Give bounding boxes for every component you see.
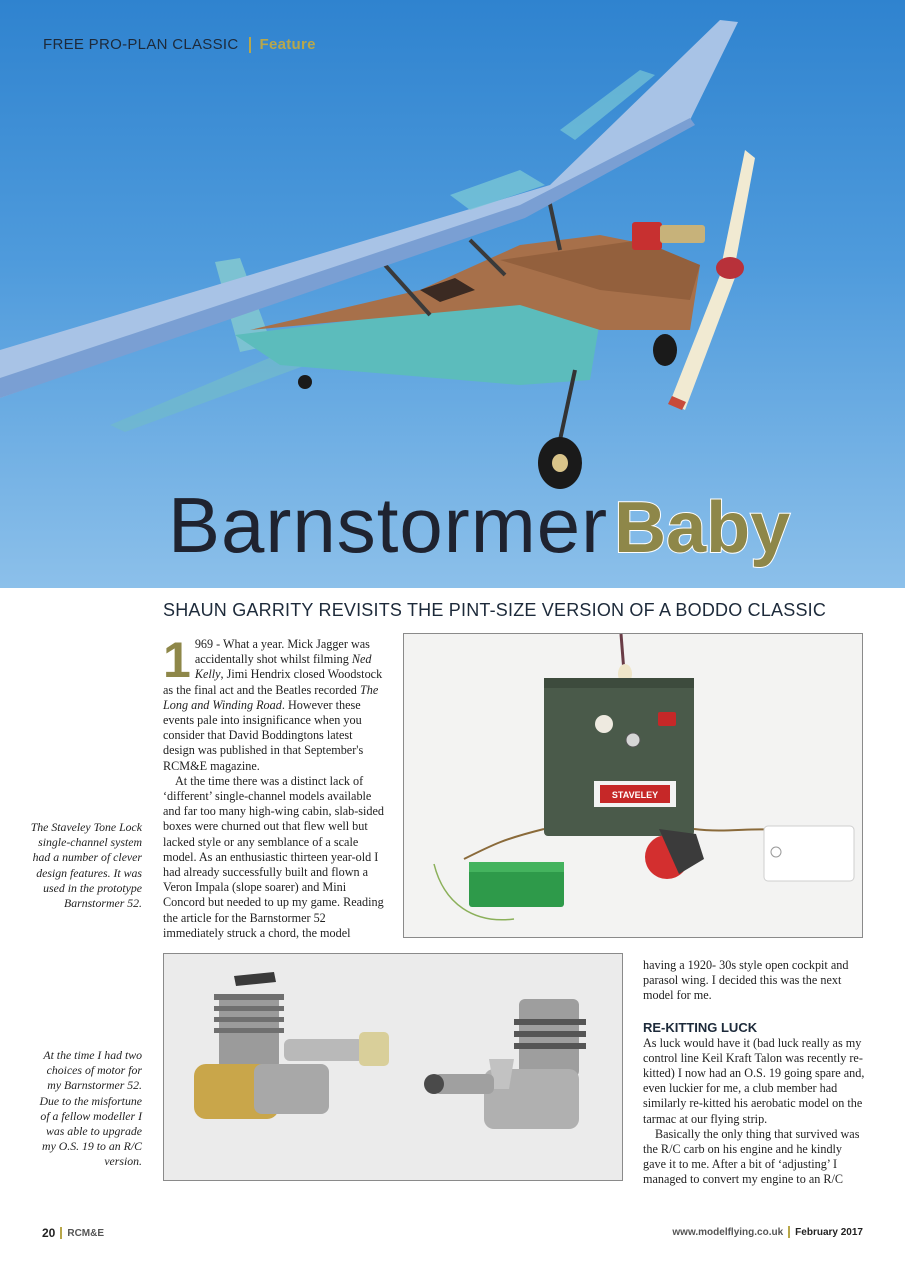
paragraph-1	[163, 632, 385, 774]
hero-photo	[0, 0, 905, 588]
footer-divider	[60, 1227, 62, 1239]
website-link[interactable]: www.modelflying.co.uk	[672, 1226, 784, 1238]
issue-date: February 2017	[795, 1226, 863, 1238]
caption-tone-lock: The Staveley Tone Lock single-channel system had a number of clever design features. It was used in the prototype Barnstormer 52.	[30, 820, 142, 911]
photo-staveley-radio	[403, 633, 863, 938]
section-divider	[249, 37, 251, 53]
engines-illustration	[164, 954, 623, 1181]
dropcap: 1	[163, 632, 191, 688]
p1-text-a: 969 - What a year. Mick Jagger was accidentally shot whilst filming	[194, 637, 370, 667]
magazine-name: RCM&E	[67, 1227, 105, 1239]
article-subtitle: SHAUN GARRITY REVISITS THE PINT-SIZE VERSION OF A BODDO CLASSIC	[163, 600, 827, 620]
section-header	[43, 36, 316, 53]
photo-engines	[163, 953, 623, 1181]
title-thin: Barnstormer	[168, 481, 609, 569]
section-heading: RE-KITTING LUCK	[643, 1019, 758, 1035]
caption-engines: At the time I had two choices of motor for my Barnstormer 52. Due to the misfortune of a fellow modeller I was able to upgrade my O.S. 19 to an R/C version.	[39, 1048, 142, 1169]
footer-divider-right	[788, 1226, 790, 1238]
p1-text-c: . However these events pale into insignificance when you consider that David Boddingtons latest design was published in that September's RCM&E magazine.	[163, 697, 364, 773]
p1-text-b: , Jimi Hendrix closed Woodstock as the final act and the Beatles recorded	[163, 667, 383, 697]
staveley-label: STAVELEY	[611, 790, 659, 800]
article-title	[168, 480, 791, 580]
article-column-1	[163, 632, 385, 941]
footer-right	[672, 1226, 863, 1238]
section-label: FREE PRO-PLAN CLASSIC	[43, 36, 239, 53]
title-bold: Baby	[614, 488, 791, 568]
radio-illustration	[404, 634, 863, 938]
page-number: 20	[42, 1226, 56, 1240]
paragraph-2: At the time there was a distinct lack of ‘different’ single-channel models available and far too many high-wing cabin, slab-sided boxes were churned out that flew well but lacked style or any semblance of a scale model. As an enthusiastic thirteen year-old I had already successfully built and flown a Veron Impala (slope soarer) and Mini Concord but needed to up my game. Reading the article for the Barnstormer 52 immediately struck a chord, the model	[163, 773, 385, 940]
paragraph-5: Basically the only thing that survived was the R/C carb on his engine and he kindly gave it to me. After a bit of ‘adjusting’ I managed to convert my engine to an R/C	[643, 1126, 860, 1187]
paragraph-3: having a 1920- 30s style open cockpit and parasol wing. I decided this was the next model for me.	[643, 958, 849, 1003]
article-column-2	[643, 958, 865, 1188]
p1-italic-2: The Long and Winding Road	[163, 682, 379, 712]
section-tag: Feature	[259, 36, 316, 53]
paragraph-4: As luck would have it (bad luck really as my control line Keil Kraft Talon was recently re-kitted) I now had an O.S. 19 going spare and, even luckier for me, a club member had similarly re-kitted his aerobatic model on the tarmac at our flying strip.	[643, 1035, 865, 1126]
footer-left	[42, 1226, 104, 1240]
p1-italic-1: Ned Kelly	[194, 652, 372, 682]
